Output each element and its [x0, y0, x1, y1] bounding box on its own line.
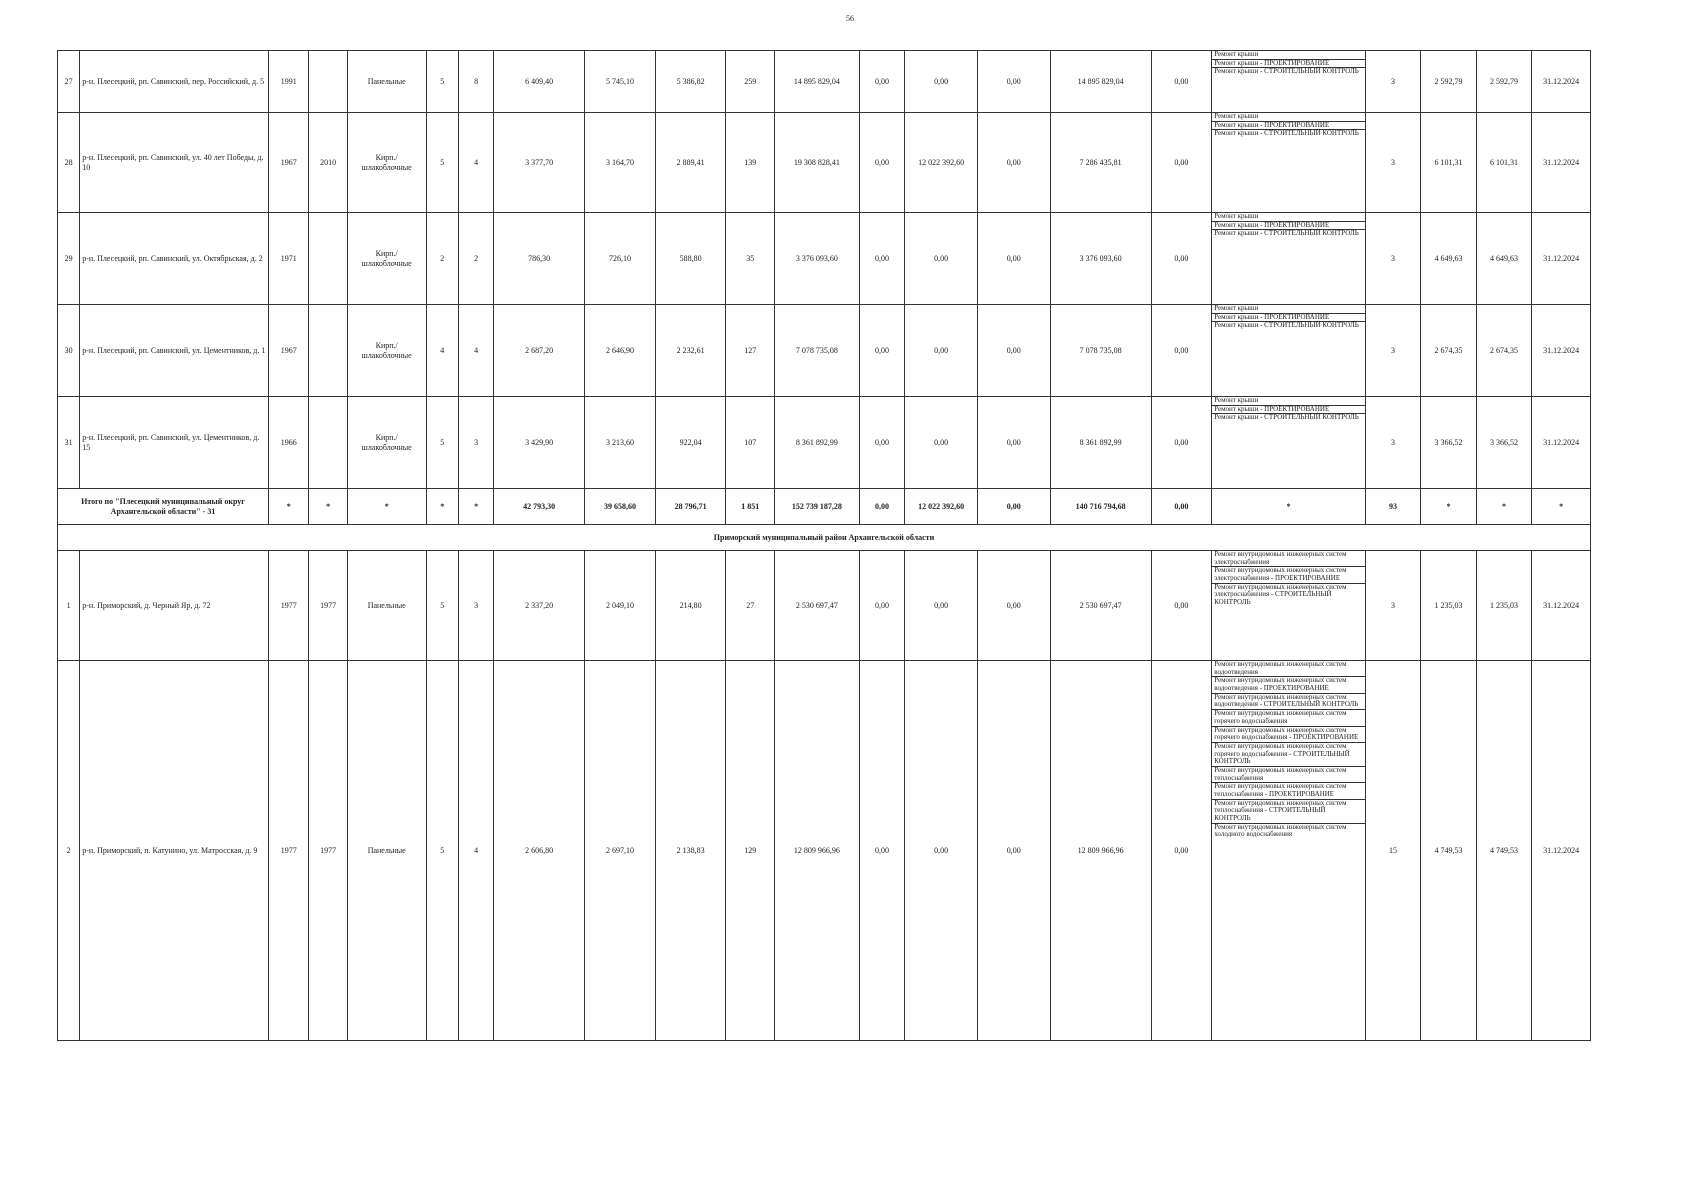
total-res: 1 851: [726, 489, 774, 525]
total-c4: 140 716 794,68: [1050, 489, 1151, 525]
cell-f: 4: [426, 305, 458, 397]
cell-addr: р-н. Плесецкий, рп. Савинский, ул. Цементников, д. 1: [80, 305, 269, 397]
work-item: Ремонт внутридомовых инженерных систем электроснабжения - СТРОИТЕЛЬНЫЙ КОНТРОЛЬ: [1214, 582, 1347, 607]
cell-addr: р-н. Плесецкий, рп. Савинский, ул. 40 лет Победы, д. 10: [80, 113, 269, 213]
cell-s2: 3 164,70: [585, 113, 656, 213]
cell-s1: 3 429,90: [494, 397, 585, 489]
cell-f: 5: [426, 661, 458, 1041]
cell-mat: Панельные: [347, 551, 426, 661]
cell-y2: [309, 305, 347, 397]
work-item: Ремонт крыши - ПРОЕКТИРОВАНИЕ: [1212, 60, 1365, 69]
cell-p1: 4 649,63: [1421, 213, 1477, 305]
cell-cost: 7 078 735,08: [774, 305, 859, 397]
cell-c2: 0,00: [905, 661, 978, 1041]
cell-p1: 1 235,03: [1421, 551, 1477, 661]
cell-c3: 0,00: [977, 551, 1050, 661]
total-cost: 152 739 187,28: [774, 489, 859, 525]
cell-e: 4: [458, 305, 493, 397]
cell-c1: 0,00: [859, 551, 904, 661]
cell-s3: 2 138,83: [655, 661, 726, 1041]
cell-cost: 14 895 829,04: [774, 51, 859, 113]
cell-star: *: [1476, 489, 1532, 525]
cell-c5: 0,00: [1151, 551, 1212, 661]
cell-f: 5: [426, 551, 458, 661]
cell-addr: р-н. Плесецкий, рп. Савинский, пер. Российский, д. 5: [80, 51, 269, 113]
table-row: [58, 551, 1591, 661]
cell-f: 5: [426, 51, 458, 113]
cell-c3: 0,00: [977, 397, 1050, 489]
cell-addr: р-н. Приморский, п. Катунино, ул. Матросская, д. 9: [80, 661, 269, 1041]
cell-star: *: [347, 489, 426, 525]
total-label: Итого по "Плесецкий муниципальный округ Архангельской области" - 31: [58, 489, 269, 525]
cell-c3: 0,00: [977, 113, 1050, 213]
cell-res: 27: [726, 551, 774, 661]
cell-addr: р-н. Плесецкий, рп. Савинский, ул. Цементников, д. 15: [80, 397, 269, 489]
cell-n: 27: [58, 51, 80, 113]
cell-c1: 0,00: [859, 397, 904, 489]
cell-y2: 2010: [309, 113, 347, 213]
cell-c1: 0,00: [859, 213, 904, 305]
cell-c4: 7 286 435,81: [1050, 113, 1151, 213]
cell-c5: 0,00: [1151, 397, 1212, 489]
cell-p1: 2 674,35: [1421, 305, 1477, 397]
cell-c2: 12 022 392,60: [905, 113, 978, 213]
cell-p1: 4 749,53: [1421, 661, 1477, 1041]
cell-s3: 2 889,41: [655, 113, 726, 213]
total-c5: 0,00: [1151, 489, 1212, 525]
table-row: [58, 397, 1591, 489]
cell-e: 8: [458, 51, 493, 113]
cell-p2: 2 592,79: [1476, 51, 1532, 113]
cell-cnt: 15: [1365, 661, 1421, 1041]
cell-e: 3: [458, 397, 493, 489]
capital-repair-table: [57, 50, 1591, 1041]
cell-mat: Панельные: [347, 51, 426, 113]
cell-works: [1212, 51, 1366, 113]
cell-c4: 3 376 093,60: [1050, 213, 1151, 305]
cell-e: 3: [458, 551, 493, 661]
cell-s2: 3 213,60: [585, 397, 656, 489]
cell-star: *: [1532, 489, 1591, 525]
cell-f: 5: [426, 113, 458, 213]
cell-cost: 3 376 093,60: [774, 213, 859, 305]
cell-mat: Панельные: [347, 661, 426, 1041]
work-item: Ремонт крыши: [1212, 51, 1365, 60]
cell-s1: 6 409,40: [494, 51, 585, 113]
cell-s1: 786,30: [494, 213, 585, 305]
work-item: Ремонт крыши: [1212, 213, 1365, 222]
cell-y1: 1977: [269, 661, 309, 1041]
total-c1: 0,00: [859, 489, 904, 525]
cell-c1: 0,00: [859, 113, 904, 213]
cell-cost: 12 809 966,96: [774, 661, 859, 1041]
cell-res: 129: [726, 661, 774, 1041]
cell-y2: [309, 397, 347, 489]
cell-c4: 14 895 829,04: [1050, 51, 1151, 113]
work-item: Ремонт внутридомовых инженерных систем теплоснабжения: [1212, 767, 1365, 783]
cell-date: 31.12.2024: [1532, 305, 1591, 397]
cell-c2: 0,00: [905, 551, 978, 661]
cell-s1: 3 377,70: [494, 113, 585, 213]
cell-n: 28: [58, 113, 80, 213]
cell-e: 2: [458, 213, 493, 305]
cell-s1: 2 337,20: [494, 551, 585, 661]
cell-e: 4: [458, 113, 493, 213]
cell-res: 259: [726, 51, 774, 113]
cell-date: 31.12.2024: [1532, 661, 1591, 1041]
work-item: Ремонт крыши - СТРОИТЕЛЬНЫЙ КОНТРОЛЬ: [1214, 229, 1359, 238]
cell-res: 107: [726, 397, 774, 489]
work-item: Ремонт внутридомовых инженерных систем теплоснабжения - ПРОЕКТИРОВАНИЕ: [1212, 783, 1365, 799]
cell-c3: 0,00: [977, 305, 1050, 397]
cell-s2: 2 049,10: [585, 551, 656, 661]
cell-works: [1212, 213, 1366, 305]
cell-c4: 2 530 697,47: [1050, 551, 1151, 661]
cell-works: [1212, 305, 1366, 397]
cell-s2: 5 745,10: [585, 51, 656, 113]
cell-c3: 0,00: [977, 213, 1050, 305]
cell-c5: 0,00: [1151, 51, 1212, 113]
work-item: Ремонт внутридомовых инженерных систем теплоснабжения - СТРОИТЕЛЬНЫЙ КОНТРОЛЬ: [1212, 800, 1365, 824]
cell-p2: 3 366,52: [1476, 397, 1532, 489]
cell-s2: 2 646,90: [585, 305, 656, 397]
cell-c1: 0,00: [859, 51, 904, 113]
cell-y2: [309, 51, 347, 113]
cell-star: *: [426, 489, 458, 525]
cell-y2: 1977: [309, 551, 347, 661]
table-row: [58, 661, 1591, 1041]
work-item: Ремонт крыши - СТРОИТЕЛЬНЫЙ КОНТРОЛЬ: [1214, 413, 1359, 422]
work-item: Ремонт крыши - ПРОЕКТИРОВАНИЕ: [1212, 314, 1365, 323]
work-item: Ремонт крыши - СТРОИТЕЛЬНЫЙ КОНТРОЛЬ: [1214, 129, 1359, 138]
cell-p2: 2 674,35: [1476, 305, 1532, 397]
cell-c5: 0,00: [1151, 305, 1212, 397]
cell-date: 31.12.2024: [1532, 51, 1591, 113]
work-item: Ремонт крыши - ПРОЕКТИРОВАНИЕ: [1212, 406, 1365, 415]
cell-y1: 1971: [269, 213, 309, 305]
cell-cnt: 3: [1365, 113, 1421, 213]
cell-mat: Кирп./ шлакоблочные: [347, 113, 426, 213]
cell-mat: Кирп./ шлакоблочные: [347, 397, 426, 489]
page-number: 56: [846, 14, 854, 23]
work-item: Ремонт внутридомовых инженерных систем водоотведения - СТРОИТЕЛЬНЫЙ КОНТРОЛЬ: [1212, 694, 1365, 710]
cell-mat: Кирп./ шлакоблочные: [347, 305, 426, 397]
cell-c4: 7 078 735,08: [1050, 305, 1151, 397]
cell-cnt: 3: [1365, 397, 1421, 489]
work-item: Ремонт внутридомовых инженерных систем горячего водоснабжения - ПРОЕКТИРОВАНИЕ: [1212, 727, 1365, 743]
cell-date: 31.12.2024: [1532, 113, 1591, 213]
cell-e: 4: [458, 661, 493, 1041]
cell-p2: 4 749,53: [1476, 661, 1532, 1041]
cell-addr: р-н. Плесецкий, рп. Савинский, ул. Октябрьская, д. 2: [80, 213, 269, 305]
cell-c2: 0,00: [905, 397, 978, 489]
cell-p2: 6 101,31: [1476, 113, 1532, 213]
work-item: Ремонт внутридомовых инженерных систем горячего водоснабжения: [1212, 710, 1365, 726]
cell-s3: 214,80: [655, 551, 726, 661]
cell-res: 139: [726, 113, 774, 213]
cell-s3: 5 386,82: [655, 51, 726, 113]
cell-c3: 0,00: [977, 51, 1050, 113]
cell-n: 29: [58, 213, 80, 305]
work-item: Ремонт внутридомовых инженерных систем электроснабжения - ПРОЕКТИРОВАНИЕ: [1212, 567, 1365, 583]
total-s1: 42 793,30: [494, 489, 585, 525]
total-c2: 12 022 392,60: [905, 489, 978, 525]
cell-cnt: 3: [1365, 51, 1421, 113]
work-item: Ремонт внутридомовых инженерных систем электроснабжения: [1212, 551, 1365, 567]
cell-c2: 0,00: [905, 213, 978, 305]
cell-p1: 3 366,52: [1421, 397, 1477, 489]
cell-date: 31.12.2024: [1532, 213, 1591, 305]
cell-c3: 0,00: [977, 661, 1050, 1041]
cell-f: 5: [426, 397, 458, 489]
cell-cost: 8 361 892,99: [774, 397, 859, 489]
work-item: Ремонт внутридомовых инженерных систем холодного водоснабжения: [1214, 822, 1347, 839]
work-item: Ремонт крыши: [1212, 305, 1365, 314]
cell-y1: 1977: [269, 551, 309, 661]
cell-star: *: [458, 489, 493, 525]
cell-y1: 1966: [269, 397, 309, 489]
table-row: [58, 213, 1591, 305]
cell-f: 2: [426, 213, 458, 305]
cell-s3: 588,80: [655, 213, 726, 305]
cell-p2: 1 235,03: [1476, 551, 1532, 661]
cell-s1: 2 687,20: [494, 305, 585, 397]
cell-y1: 1991: [269, 51, 309, 113]
cell-s2: 2 697,10: [585, 661, 656, 1041]
cell-res: 35: [726, 213, 774, 305]
cell-p1: 6 101,31: [1421, 113, 1477, 213]
cell-date: 31.12.2024: [1532, 397, 1591, 489]
work-item: Ремонт внутридомовых инженерных систем горячего водоснабжения - СТРОИТЕЛЬНЫЙ КОНТРОЛЬ: [1212, 743, 1365, 767]
cell-y1: 1967: [269, 305, 309, 397]
cell-p2: 4 649,63: [1476, 213, 1532, 305]
cell-works: [1212, 113, 1366, 213]
table-row: [58, 113, 1591, 213]
work-item: Ремонт крыши - ПРОЕКТИРОВАНИЕ: [1212, 222, 1365, 231]
table-row: [58, 51, 1591, 113]
cell-c5: 0,00: [1151, 213, 1212, 305]
cell-cnt: 3: [1365, 305, 1421, 397]
cell-cnt: 3: [1365, 213, 1421, 305]
section-title: Приморский муниципальный район Архангельской области: [58, 525, 1591, 551]
cell-star: *: [1212, 489, 1366, 525]
cell-date: 31.12.2024: [1532, 551, 1591, 661]
cell-n: 30: [58, 305, 80, 397]
cell-y2: [309, 213, 347, 305]
cell-c4: 8 361 892,99: [1050, 397, 1151, 489]
cell-works: [1212, 551, 1366, 661]
cell-s3: 2 232,61: [655, 305, 726, 397]
work-item: Ремонт крыши - ПРОЕКТИРОВАНИЕ: [1212, 122, 1365, 131]
cell-y1: 1967: [269, 113, 309, 213]
work-item: Ремонт крыши - СТРОИТЕЛЬНЫЙ КОНТРОЛЬ: [1214, 67, 1359, 76]
cell-star: *: [1421, 489, 1477, 525]
cell-n: 31: [58, 397, 80, 489]
cell-addr: р-н. Приморский, д. Черный Яр, д. 72: [80, 551, 269, 661]
cell-y2: 1977: [309, 661, 347, 1041]
cell-c5: 0,00: [1151, 661, 1212, 1041]
cell-works: [1212, 397, 1366, 489]
cell-n: 2: [58, 661, 80, 1041]
cell-c4: 12 809 966,96: [1050, 661, 1151, 1041]
cell-c2: 0,00: [905, 305, 978, 397]
cell-n: 1: [58, 551, 80, 661]
cell-star: *: [269, 489, 309, 525]
cell-cnt: 3: [1365, 551, 1421, 661]
cell-cost: 19 308 828,41: [774, 113, 859, 213]
work-item: Ремонт крыши: [1212, 397, 1365, 406]
cell-cost: 2 530 697,47: [774, 551, 859, 661]
cell-s3: 922,04: [655, 397, 726, 489]
cell-star: *: [309, 489, 347, 525]
total-s3: 28 796,71: [655, 489, 726, 525]
cell-c1: 0,00: [859, 661, 904, 1041]
table-row: [58, 305, 1591, 397]
total-c3: 0,00: [977, 489, 1050, 525]
section-row: [58, 525, 1591, 551]
cell-works: [1212, 661, 1366, 1041]
total-row: [58, 489, 1591, 525]
cell-mat: Кирп./ шлакоблочные: [347, 213, 426, 305]
cell-c1: 0,00: [859, 305, 904, 397]
cell-s2: 726,10: [585, 213, 656, 305]
cell-p1: 2 592,79: [1421, 51, 1477, 113]
total-cnt: 93: [1365, 489, 1421, 525]
total-s2: 39 658,60: [585, 489, 656, 525]
cell-s1: 2 606,80: [494, 661, 585, 1041]
work-item: Ремонт крыши: [1212, 113, 1365, 122]
cell-c2: 0,00: [905, 51, 978, 113]
cell-res: 127: [726, 305, 774, 397]
work-item: Ремонт крыши - СТРОИТЕЛЬНЫЙ КОНТРОЛЬ: [1214, 321, 1359, 330]
cell-c5: 0,00: [1151, 113, 1212, 213]
work-item: Ремонт внутридомовых инженерных систем водоотведения - ПРОЕКТИРОВАНИЕ: [1212, 677, 1365, 693]
work-item: Ремонт внутридомовых инженерных систем водоотведения: [1212, 661, 1365, 677]
